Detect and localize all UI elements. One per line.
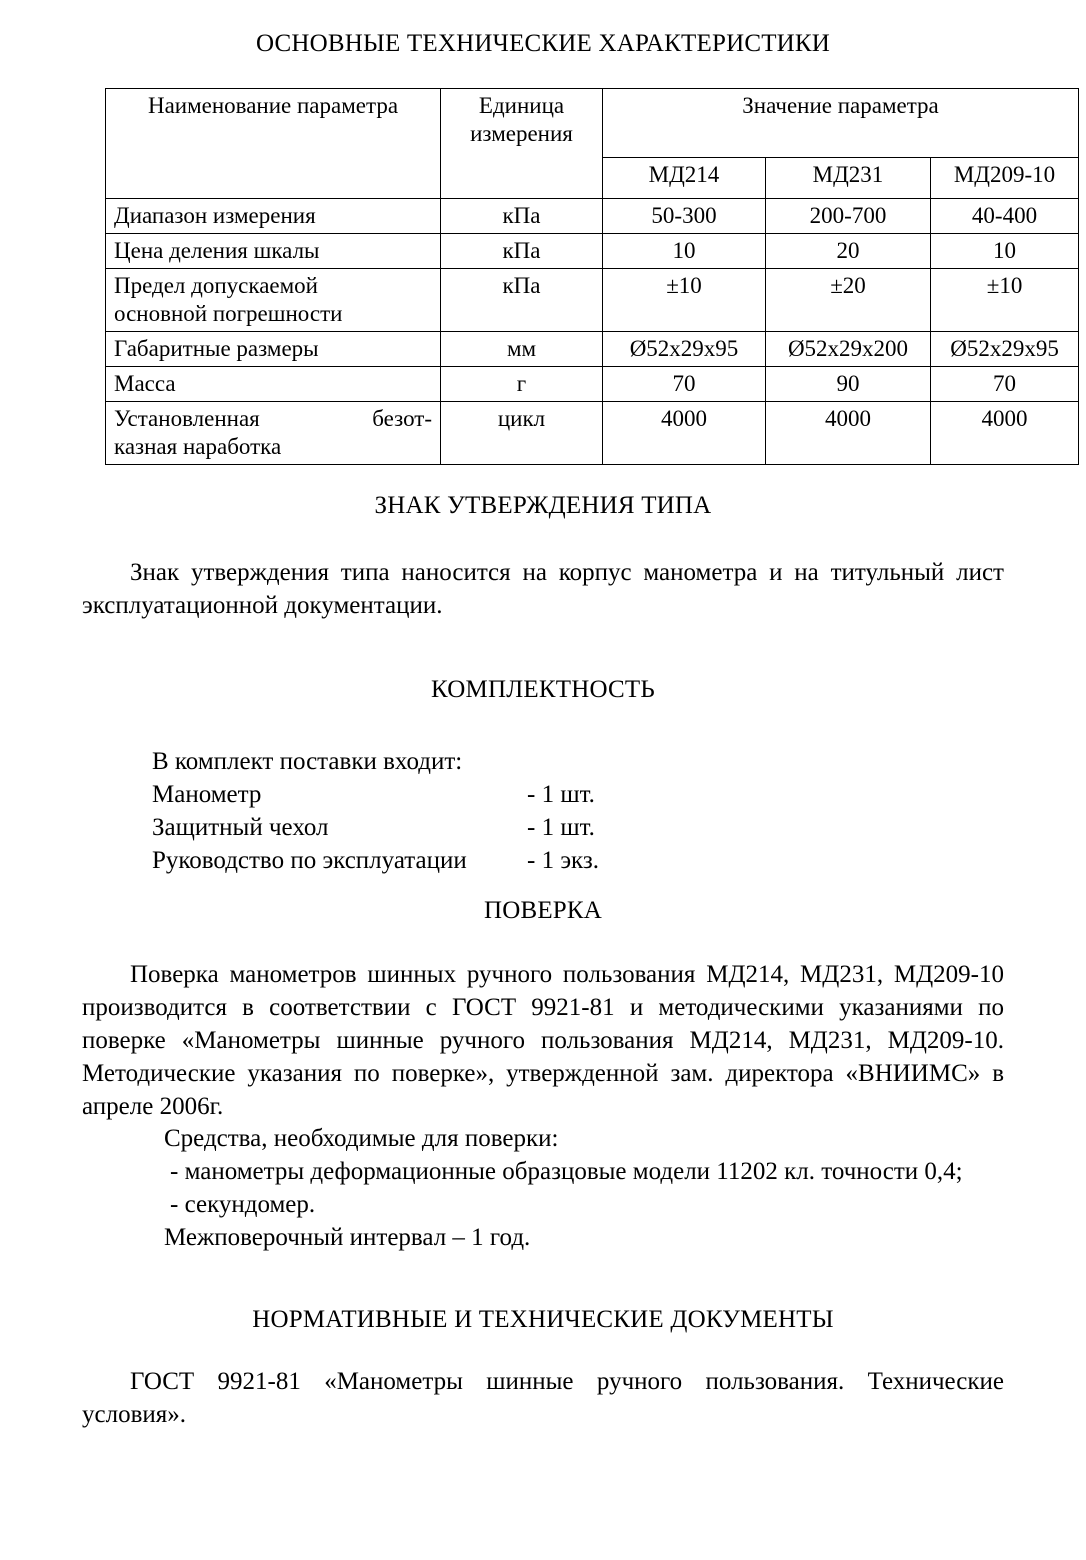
header-unit-line2: измерения [470,121,573,147]
row-unit-dimensions: мм [441,332,603,367]
row-unit-error: кПа [441,269,603,332]
header-model-md209-10: МД209-10 [931,158,1079,199]
cell-error-md231: ±20 [766,269,931,332]
documents-paragraph: ГОСТ 9921-81 «Манометры шинные ручного пользования. Технические условия». [82,1368,1004,1428]
kit-section-title-wrap [0,676,1086,704]
list-item: - секундомер. [170,1191,316,1218]
row-label-durability [106,402,441,465]
cell-division-md209: 10 [931,234,1079,269]
row-label-error-line1: Предел допускаемой [114,273,318,299]
kit-section-title: КОМПЛЕКТНОСТЬ [431,676,655,703]
cell-error-md214: ±10 [603,269,766,332]
specs-section-title-wrap [0,30,1086,58]
table-row [106,332,1079,367]
cell-dimensions-md209: Ø52х29х95 [931,332,1079,367]
table-header-row [106,89,1079,158]
cell-mass-md209: 70 [931,367,1079,402]
cell-error-md209: ±10 [931,269,1079,332]
documents-section-title-wrap [0,1306,1086,1334]
table-row [106,269,1079,332]
specs-section-title: ОСНОВНЫЕ ТЕХНИЧЕСКИЕ ХАРАКТЕРИСТИКИ [255,30,831,57]
kit-list [152,745,712,877]
list-item [152,811,712,844]
row-label-range: Диапазон измерения [106,199,441,234]
cell-durability-md209: 4000 [931,402,1079,465]
header-unit [441,89,603,199]
cell-dimensions-md214: Ø52х29х95 [603,332,766,367]
verification-interval: Межповерочный интервал – 1 год. [164,1224,531,1251]
kit-intro: В комплект поставки входит: [152,748,463,775]
kit-item-name: Манометр [152,781,262,808]
documents-paragraph-wrap [82,1365,1004,1431]
cell-division-md231: 20 [766,234,931,269]
kit-item-name: Защитный чехол [152,814,329,841]
spec-table [105,88,1079,465]
header-parameter-name: Наименование параметра [106,89,441,199]
table-row [106,367,1079,402]
spec-table-container [105,88,1078,465]
kit-item-qty: - 1 шт. [527,781,595,808]
kit-item-qty: - 1 шт. [527,814,595,841]
cell-range-md231: 200-700 [766,199,931,234]
row-label-error [106,269,441,332]
table-row [106,234,1079,269]
table-row [106,199,1079,234]
row-label-durability-line2: казная наработка [114,434,282,460]
verification-means-list [82,1122,1004,1254]
cell-division-md214: 10 [603,234,766,269]
documents-section-title: НОРМАТИВНЫЕ И ТЕХНИЧЕСКИЕ ДОКУМЕНТЫ [252,1306,834,1333]
list-item: - манометры деформационные образцовые модели 11202 кл. точности 0,4; [170,1158,963,1185]
verification-paragraph-wrap [82,958,1004,1123]
verification-section-title: ПОВЕРКА [483,897,603,924]
cell-range-md209: 40-400 [931,199,1079,234]
cell-durability-md231: 4000 [766,402,931,465]
verification-section-title-wrap [0,897,1086,925]
row-unit-durability: цикл [441,402,603,465]
row-label-error-line2: основной погрешности [114,301,343,327]
header-model-md214: МД214 [603,158,766,199]
verification-paragraph: Поверка манометров шинных ручного пользования МД214, МД231, МД209-10 производится в соответствии с ГОСТ 9921-81 и методическими указаниями по поверке «Манометры шинные ручного пользования МД214, МД231, МД209-10. Методические указания по поверке», утвержденной зам. директора «ВНИИМС» в апреле 2006г. [82,961,1004,1120]
row-label-durability-line1: Установленная безот- [114,406,432,432]
row-label-division: Цена деления шкалы [106,234,441,269]
kit-item-name: Руководство по эксплуатации [152,847,467,874]
cell-range-md214: 50-300 [603,199,766,234]
list-item [152,778,712,811]
cell-dimensions-md231: Ø52х29х200 [766,332,931,367]
mark-section-title-wrap [0,492,1086,520]
row-label-dimensions: Габаритные размеры [106,332,441,367]
row-unit-range: кПа [441,199,603,234]
cell-mass-md214: 70 [603,367,766,402]
header-parameter-value: Значение параметра [603,89,1079,158]
row-unit-division: кПа [441,234,603,269]
header-unit-line1: Единица [478,93,565,118]
cell-durability-md214: 4000 [603,402,766,465]
table-row [106,402,1079,465]
cell-mass-md231: 90 [766,367,931,402]
header-model-md231: МД231 [766,158,931,199]
verification-means-intro: Средства, необходимые для поверки: [164,1125,559,1152]
mark-section-paragraph-wrap [82,556,1004,622]
row-unit-mass: г [441,367,603,402]
list-item [152,844,712,877]
mark-section-title: ЗНАК УТВЕРЖДЕНИЯ ТИПА [374,492,712,519]
row-label-mass: Масса [106,367,441,402]
kit-item-qty: - 1 экз. [527,847,599,874]
mark-section-paragraph: Знак утверждения типа наносится на корпус манометра и на титульный лист эксплуатационной документации. [82,559,1004,619]
